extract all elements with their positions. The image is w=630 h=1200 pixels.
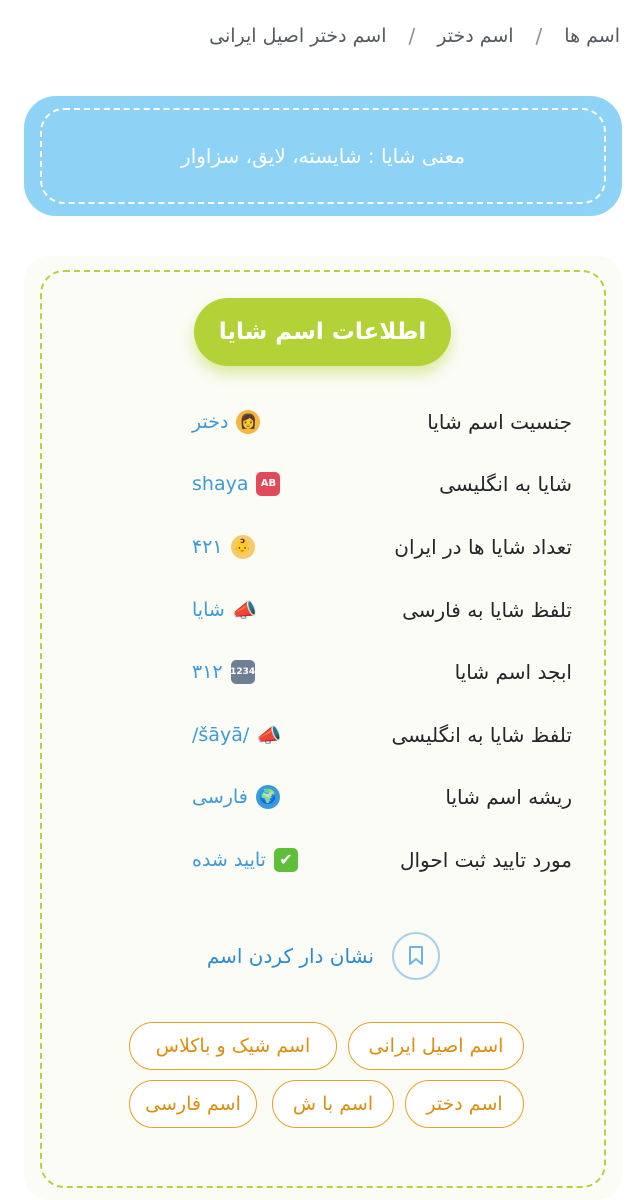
- tag-chic-names[interactable]: اسم شیک و باکلاس: [129, 1022, 337, 1070]
- baby-emoji-icon: 👶: [231, 535, 255, 559]
- bookmark-icon[interactable]: [392, 932, 440, 980]
- info-row-value: [192, 598, 257, 622]
- info-row-value: [192, 785, 280, 809]
- breadcrumb-item-current: اسم دختر اصیل ایرانی: [209, 25, 387, 47]
- tag-girl-names[interactable]: اسم دختر: [405, 1080, 524, 1128]
- info-row-count: [192, 527, 572, 567]
- bookmark-label[interactable]: نشان دار کردن اسم: [206, 944, 374, 968]
- breadcrumb-item-girl-names[interactable]: اسم دختر: [437, 25, 514, 47]
- info-row-value-text: shaya: [192, 473, 249, 495]
- info-row-value: [192, 723, 281, 747]
- megaphone-icon: 📣: [256, 723, 282, 747]
- check-emoji-icon: ✔: [274, 848, 298, 872]
- info-row-label: ابجد اسم شایا: [454, 660, 572, 684]
- info-row-value-text: ۴۲۱: [192, 536, 223, 558]
- info-row-origin: [192, 777, 572, 817]
- numbers-emoji-icon: 1234: [231, 660, 255, 684]
- globe-emoji-icon: 🌍: [256, 785, 280, 809]
- info-row-value: [192, 410, 260, 434]
- info-row-value: [192, 660, 255, 684]
- meaning-text: معنی شایا : شایسته، لایق، سزاوار: [181, 144, 465, 168]
- info-row-value-text: تایید شده: [192, 849, 266, 871]
- breadcrumb-item-names[interactable]: اسم ها: [564, 25, 620, 47]
- info-row-value-text: شایا: [192, 599, 225, 621]
- info-row-label: جنسیت اسم شایا: [427, 410, 572, 434]
- tag-iranian-names[interactable]: اسم اصیل ایرانی: [348, 1022, 524, 1070]
- info-row-value-text: ۳۱۲: [192, 661, 223, 683]
- info-row-value: [192, 472, 280, 496]
- info-row-value-text: دختر: [192, 411, 229, 433]
- breadcrumb: [10, 24, 620, 48]
- info-row-english: [192, 464, 572, 504]
- info-row-persian-pronunciation: [192, 590, 572, 630]
- info-row-abjad: [192, 652, 572, 692]
- info-row-label: تلفظ شایا به فارسی: [402, 598, 572, 622]
- tag-persian-names[interactable]: اسم فارسی: [129, 1080, 257, 1128]
- tag-names-with-sh[interactable]: اسم با ش: [272, 1080, 394, 1128]
- info-title: اطلاعات اسم شایا: [194, 298, 451, 366]
- info-row-registry: [192, 840, 572, 880]
- breadcrumb-separator: /: [535, 24, 543, 48]
- bookmark-button[interactable]: [200, 928, 440, 984]
- info-row-value: [192, 535, 255, 559]
- breadcrumb-separator: /: [408, 24, 416, 48]
- info-row-value-text: /šāyā/: [192, 724, 250, 746]
- girl-emoji-icon: 👩: [236, 410, 260, 434]
- info-row-label: مورد تایید ثبت احوال: [399, 848, 572, 872]
- info-row-value: [192, 848, 298, 872]
- meaning-box: [24, 96, 622, 216]
- info-row-label: تلفظ شایا به انگلیسی: [391, 723, 572, 747]
- meaning-dashed-border: [40, 108, 606, 204]
- ab-emoji-icon: AB: [256, 472, 280, 496]
- megaphone-icon: 📣: [232, 598, 258, 622]
- info-row-label: ریشه اسم شایا: [445, 785, 572, 809]
- info-row-value-text: فارسی: [192, 786, 248, 808]
- info-row-gender: [192, 402, 572, 442]
- info-row-english-pronunciation: [192, 715, 572, 755]
- info-row-label: تعداد شایا ها در ایران: [394, 535, 572, 559]
- info-row-label: شایا به انگلیسی: [439, 472, 572, 496]
